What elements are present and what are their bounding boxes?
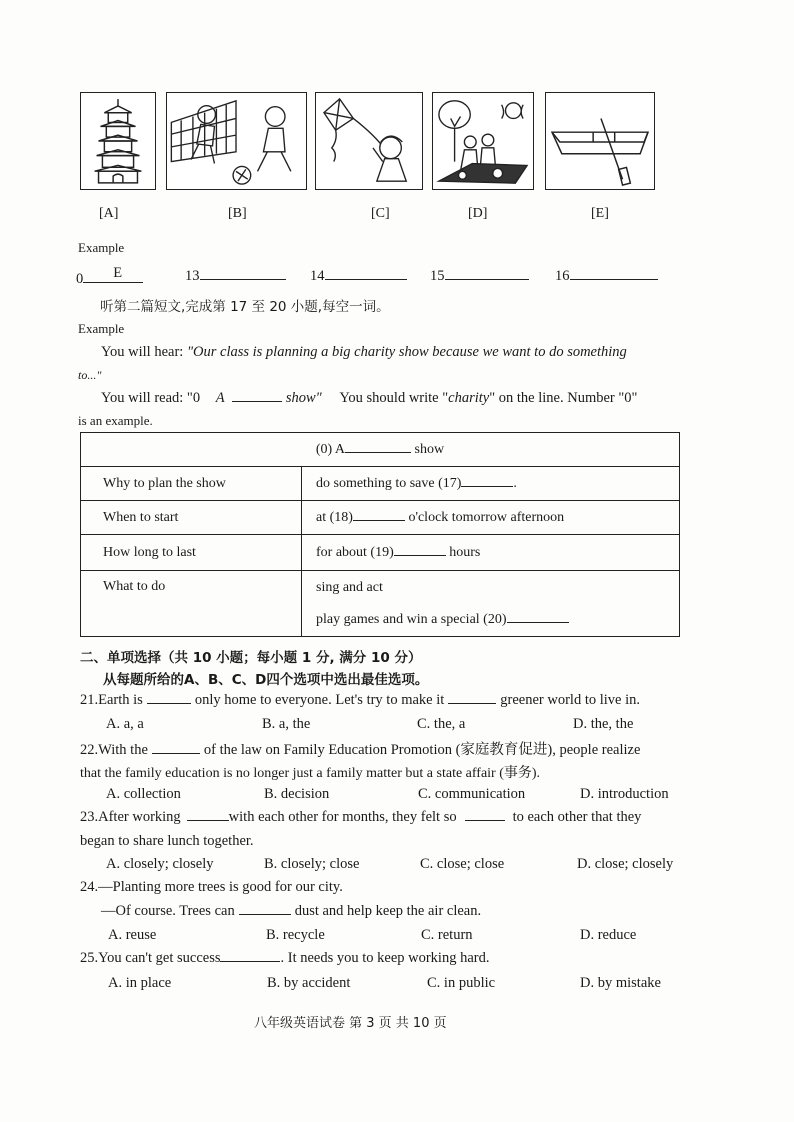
q25-blank[interactable] <box>220 960 280 962</box>
row-20-text: play games and win a special (20) <box>316 611 507 627</box>
you-will-hear-prefix: You will hear: <box>101 344 187 360</box>
q25-option-c[interactable]: C. in public <box>427 975 496 991</box>
kids-playing-football-icon <box>167 93 306 189</box>
q22-blank[interactable] <box>152 752 200 754</box>
question-21 <box>80 692 640 709</box>
answer-number: 16 <box>555 268 570 284</box>
table-row-label: What to do <box>81 571 302 637</box>
rowing-boat-icon <box>546 93 654 189</box>
q24-part2: dust and help keep the air clean. <box>294 903 482 919</box>
example-answer: E <box>113 265 123 281</box>
row-17-text: do something to save (17) <box>316 475 462 491</box>
you-will-read-prefix: You will read: "0 <box>101 390 201 406</box>
table-row <box>81 501 680 535</box>
answer-blank-20[interactable] <box>507 621 569 623</box>
you-will-hear-quote: "Our class is planning a big charity show because we want to do something <box>186 344 627 360</box>
table-header-suffix: show <box>414 441 445 457</box>
q23-option-b[interactable]: B. closely; close <box>264 856 360 872</box>
table-header-prefix: (0) A <box>315 441 346 457</box>
q25-part1: 25.You can't get success <box>80 950 221 966</box>
row-18-suffix: o'clock tomorrow afternoon <box>404 509 565 525</box>
picture-label-a: [A] <box>99 206 119 221</box>
picture-label-b: [B] <box>228 206 247 221</box>
q23-part2: with each other for months, they felt so <box>228 809 457 825</box>
table-row-label: When to start <box>81 501 302 535</box>
q25-option-d[interactable]: D. by mistake <box>580 975 661 991</box>
q21-part3: greener world to live in. <box>500 692 640 708</box>
answer-blank-14[interactable] <box>325 278 407 280</box>
q22-option-d[interactable]: D. introduction <box>580 786 669 802</box>
picture-a <box>80 92 156 190</box>
you-should-write-suffix: " on the line. Number "0" <box>489 390 638 406</box>
table-row <box>81 535 680 571</box>
q21-part2: only home to everyone. Let's try to make it <box>194 692 445 708</box>
picture-d <box>432 92 534 190</box>
table-row-label: How long to last <box>81 535 302 571</box>
q24-option-a[interactable]: A. reuse <box>108 927 157 943</box>
q22-option-c[interactable]: C. communication <box>418 786 526 802</box>
answer-line-0 <box>76 265 143 288</box>
example-label: Example <box>78 240 125 255</box>
answer-blank-15[interactable] <box>445 278 529 280</box>
q24-option-d[interactable]: D. reduce <box>580 927 637 943</box>
answer-blank-17[interactable] <box>461 485 513 487</box>
example-blank <box>232 400 282 402</box>
q24-part1: —Of course. Trees can <box>101 903 235 919</box>
table-row-value <box>302 535 680 571</box>
q21-blank1[interactable] <box>147 702 191 704</box>
q23-line2: began to share lunch together. <box>80 833 254 849</box>
table-row-label: Why to plan the show <box>81 467 302 501</box>
answer-line-15 <box>430 268 529 285</box>
you-should-write-word: charity <box>448 390 490 406</box>
answer-line-16 <box>555 268 658 285</box>
section2-instruction: 从每题所给的A、B、C、D四个选项中选出最佳选项。 <box>103 672 429 688</box>
answer-line-13 <box>185 268 286 285</box>
you-will-read-line <box>101 390 637 407</box>
q25-option-a[interactable]: A. in place <box>108 975 172 991</box>
passage2-instruction: 听第二篇短文,完成第 17 至 20 小题,每空一词。 <box>100 299 390 315</box>
answer-blank-16[interactable] <box>570 278 658 280</box>
question-24: 24.—Planting more trees is good for our city. <box>80 879 343 895</box>
q21-option-c[interactable]: C. the, a <box>417 716 466 732</box>
q21-blank2[interactable] <box>448 702 496 704</box>
picture-c <box>315 92 423 190</box>
q21-part1: 21.Earth is <box>80 692 143 708</box>
q21-option-b[interactable]: B. a, the <box>262 716 311 732</box>
q23-option-d[interactable]: D. close; closely <box>577 856 674 872</box>
pagoda-icon <box>81 93 155 189</box>
table-row-value <box>302 467 680 501</box>
you-will-read-a: A <box>215 390 225 406</box>
q24-line2 <box>101 903 481 920</box>
q24-option-c[interactable]: C. return <box>421 927 473 943</box>
q25-option-b[interactable]: B. by accident <box>267 975 351 991</box>
table-row <box>81 467 680 501</box>
row-19-text: for about (19) <box>316 544 394 560</box>
question-22 <box>80 738 640 759</box>
row-19-suffix: hours <box>445 544 481 560</box>
q25-part2: . It needs you to keep working hard. <box>280 950 490 966</box>
table-row-value <box>302 501 680 535</box>
question-23 <box>80 809 641 826</box>
is-an-example: is an example. <box>78 413 153 428</box>
picture-label-c: [C] <box>371 206 390 221</box>
q23-blank1[interactable] <box>187 819 229 821</box>
family-picnic-icon <box>433 93 533 189</box>
section2-title: 二、单项选择（共 10 小题；每小题 1 分, 满分 10 分） <box>80 650 422 666</box>
table-header-cell <box>81 433 680 467</box>
picture-b <box>166 92 307 190</box>
table-row-value <box>302 571 680 637</box>
q21-option-d[interactable]: D. the, the <box>573 716 634 732</box>
answer-number: 14 <box>310 268 325 284</box>
q22-option-a[interactable]: A. collection <box>106 786 181 802</box>
q23-part1: 23.After working <box>80 809 181 825</box>
table-row <box>81 571 680 637</box>
answer-number: 13 <box>185 268 200 284</box>
row-20-line1: sing and act <box>316 579 383 595</box>
table-header-blank <box>345 451 411 453</box>
row-18-text: at (18) <box>316 509 353 525</box>
q21-option-a[interactable]: A. a, a <box>106 716 144 732</box>
answer-number: 15 <box>430 268 445 284</box>
answer-blank-19[interactable] <box>394 554 446 556</box>
picture-e <box>545 92 655 190</box>
you-will-read-show: show" <box>285 390 322 406</box>
table-header-row <box>81 433 680 467</box>
q22-option-b[interactable]: B. decision <box>264 786 330 802</box>
show-info-table <box>80 432 680 637</box>
picture-label-d: [D] <box>468 206 488 221</box>
q23-part3: to each other that they <box>512 809 642 825</box>
q24-blank[interactable] <box>239 913 291 915</box>
q23-option-a[interactable]: A. closely; closely <box>106 856 214 872</box>
answer-line-14 <box>310 268 407 285</box>
you-will-hear-cont: to..." <box>78 368 102 382</box>
example-label-2: Example <box>78 321 125 336</box>
answer-number: 0 <box>76 271 84 287</box>
girl-flying-kite-icon <box>316 93 422 189</box>
you-should-write-prefix: You should write " <box>339 390 449 406</box>
answer-blank-13[interactable] <box>200 278 286 280</box>
answer-blank-18[interactable] <box>353 519 405 521</box>
you-will-hear-line <box>101 344 627 361</box>
q22-part1: 22.With the <box>80 742 148 758</box>
q23-blank2[interactable] <box>465 819 505 821</box>
row-17-suffix: . <box>513 475 517 491</box>
page-footer: 八年级英语试卷 第 3 页 共 10 页 <box>254 1016 447 1031</box>
q22-line2: that the family education is no longer just a family matter but a state affair (事务). <box>80 766 541 781</box>
q24-option-b[interactable]: B. recycle <box>266 927 325 943</box>
question-25 <box>80 950 489 967</box>
q23-option-c[interactable]: C. close; close <box>420 856 505 872</box>
picture-label-e: [E] <box>591 206 609 221</box>
q22-part2: of the law on Family Education Promotion (家庭教育促进), people realize <box>203 742 641 758</box>
